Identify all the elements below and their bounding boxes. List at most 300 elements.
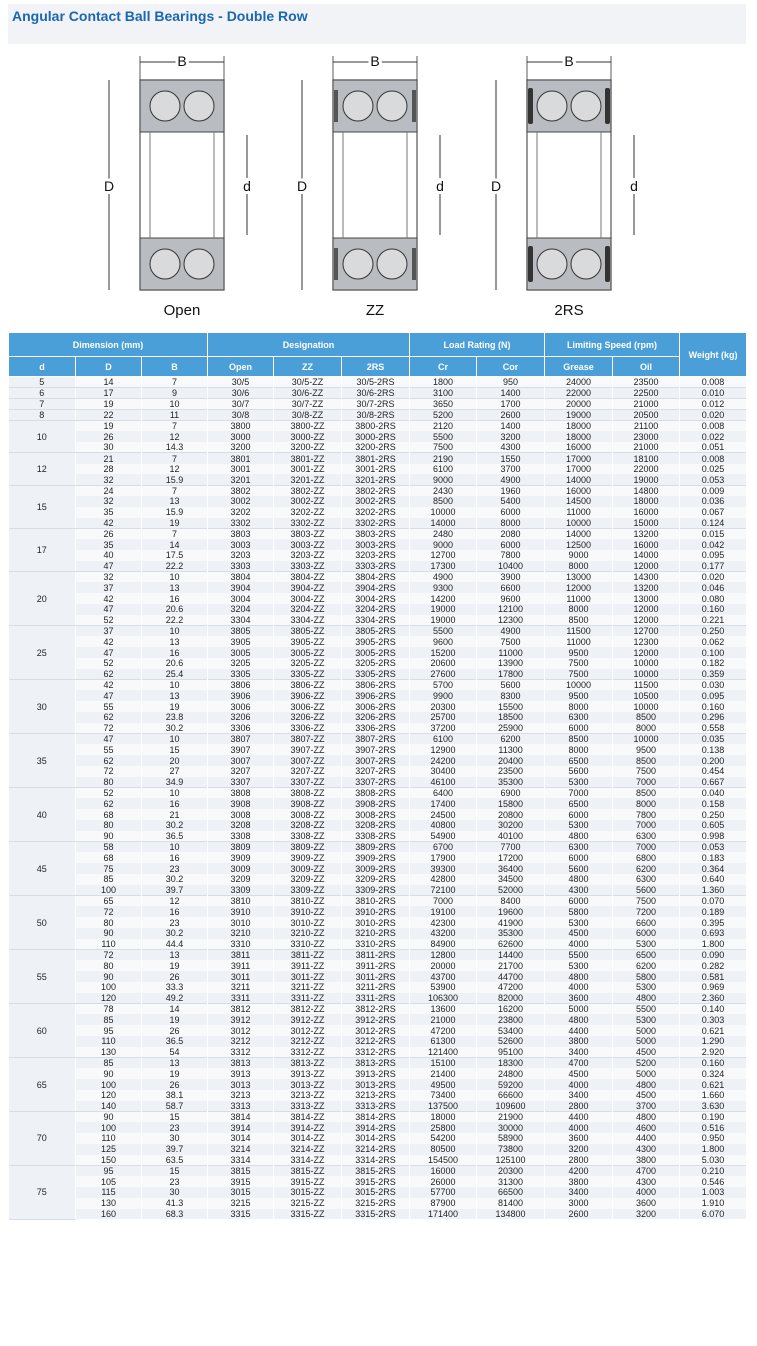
table-cell: 5300 [613,982,680,993]
table-row [9,831,747,842]
table-cell: 0.621 [680,1079,747,1090]
table-row [9,518,747,529]
bore-diameter-cell: 60 [9,1004,76,1058]
table-cell: 0.250 [680,809,747,820]
table-row [9,1025,747,1036]
table-cell: 10 [142,626,208,637]
bore-diameter-cell: 10 [9,421,76,453]
table-cell: 25700 [410,712,477,723]
table-cell: 3312-2RS [342,1047,410,1058]
table-cell: 81400 [477,1198,545,1209]
table-cell: 3001 [208,464,274,475]
table-cell: 7200 [613,906,680,917]
table-cell: 8500 [613,788,680,799]
table-cell: 30 [142,1187,208,1198]
table-cell: 0.009 [680,485,747,496]
table-cell: 35 [76,539,142,550]
table-cell: 3307-ZZ [274,777,342,788]
shield-left [334,248,338,280]
table-cell: 44700 [477,971,545,982]
table-cell: 0.189 [680,906,747,917]
table-cell: 6000 [477,507,545,518]
table-cell: 0.296 [680,712,747,723]
table-cell: 171400 [410,1209,477,1220]
table-cell: 3811 [208,950,274,961]
table-cell: 25.4 [142,669,208,680]
table-cell: 8000 [613,723,680,734]
table-cell: 7700 [477,842,545,853]
table-cell: 65 [76,896,142,907]
table-cell: 4900 [410,572,477,583]
table-cell: 3002-ZZ [274,496,342,507]
table-cell: 3007-2RS [342,755,410,766]
table-cell: 3.630 [680,1101,747,1112]
table-cell: 18000 [545,421,613,432]
table-cell: 3200-2RS [342,442,410,453]
subheader-B: B [142,357,208,377]
table-cell: 84900 [410,939,477,950]
subheader-D: D [76,357,142,377]
table-cell: 0.621 [680,1025,747,1036]
table-cell: 11500 [545,626,613,637]
table-cell: 3400 [545,1047,613,1058]
table-cell: 3008 [208,809,274,820]
table-cell: 3804-2RS [342,572,410,583]
table-cell: 6300 [545,712,613,723]
table-cell: 20000 [545,399,613,410]
table-cell: 21900 [477,1112,545,1123]
table-cell: 20 [142,755,208,766]
seal-left [528,246,533,282]
table-cell: 16200 [477,1004,545,1015]
table-cell: 53400 [477,1025,545,1036]
table-cell: 137500 [410,1101,477,1112]
table-cell: 6400 [410,788,477,799]
table-cell: 3805-2RS [342,626,410,637]
table-cell: 3305 [208,669,274,680]
table-cell: 3815-ZZ [274,1165,342,1176]
table-cell: 19 [76,421,142,432]
table-cell: 3005-2RS [342,647,410,658]
table-cell: 6200 [613,863,680,874]
table-cell: 8000 [545,561,613,572]
dimension-D-label: D [296,178,308,194]
table-cell: 3914-2RS [342,1122,410,1133]
ball [537,91,567,121]
table-cell: 85 [76,874,142,885]
table-cell: 3204-ZZ [274,604,342,615]
table-cell: 0.546 [680,1176,747,1187]
table-cell: 21000 [410,1014,477,1025]
table-cell: 3011-2RS [342,971,410,982]
table-cell: 17000 [545,453,613,464]
table-cell: 53900 [410,982,477,993]
table-cell: 0.020 [680,572,747,583]
table-cell: 0.998 [680,831,747,842]
table-cell: 52 [76,615,142,626]
table-cell: 3013-2RS [342,1079,410,1090]
table-row [9,950,747,961]
table-cell: 17000 [545,464,613,475]
table-cell: 0.158 [680,798,747,809]
table-cell: 5300 [613,939,680,950]
table-cell: 4300 [613,1176,680,1187]
dimension-d-label: d [436,178,444,194]
table-cell: 3310-2RS [342,939,410,950]
table-cell: 3806-2RS [342,680,410,691]
table-cell: 3914-ZZ [274,1122,342,1133]
table-cell: 0.036 [680,496,747,507]
table-cell: 3911 [208,960,274,971]
table-cell: 3908 [208,798,274,809]
table-cell: 1.003 [680,1187,747,1198]
table-cell: 44.4 [142,939,208,950]
table-cell: 3004-2RS [342,593,410,604]
table-cell: 47 [76,734,142,745]
table-cell: 3000-2RS [342,431,410,442]
table-row [9,377,747,388]
bore-diameter-cell: 70 [9,1112,76,1166]
table-cell: 1550 [477,453,545,464]
table-cell: 17400 [410,798,477,809]
table-cell: 6000 [545,809,613,820]
table-cell: 10 [142,842,208,853]
table-cell: 20000 [410,960,477,971]
seal-left [528,88,533,124]
table-cell: 0.605 [680,820,747,831]
table-cell: 14000 [545,474,613,485]
table-cell: 3315-ZZ [274,1209,342,1220]
table-cell: 5400 [477,496,545,507]
dimension-d-label: d [243,178,251,194]
table-cell: 5000 [613,1036,680,1047]
table-cell: 0.138 [680,744,747,755]
ball [571,249,601,279]
table-cell: 7000 [613,820,680,831]
table-cell: 3205-ZZ [274,658,342,669]
table-cell: 15200 [410,647,477,658]
table-cell: 2080 [477,528,545,539]
table-cell: 21100 [613,421,680,432]
table-cell: 6100 [410,464,477,475]
shield-right [412,90,416,122]
table-cell: 8300 [477,690,545,701]
table-row [9,982,747,993]
table-cell: 12100 [477,604,545,615]
table-cell: 3308-2RS [342,831,410,842]
table-cell: 3208-ZZ [274,820,342,831]
table-cell: 3215 [208,1198,274,1209]
table-cell: 0.250 [680,626,747,637]
table-row [9,777,747,788]
shield-left [334,90,338,122]
table-cell: 3207-ZZ [274,766,342,777]
table-cell: 22.2 [142,615,208,626]
table-cell: 9300 [410,582,477,593]
table-cell: 20400 [477,755,545,766]
table-cell: 3803-ZZ [274,528,342,539]
table-cell: 3801-2RS [342,453,410,464]
table-cell: 3212-ZZ [274,1036,342,1047]
table-cell: 10400 [477,561,545,572]
table-cell: 15100 [410,1058,477,1069]
table-cell: 3900 [477,572,545,583]
table-cell: 3807-ZZ [274,734,342,745]
shield-right [412,248,416,280]
table-cell: 18500 [477,712,545,723]
table-cell: 40 [76,550,142,561]
table-cell: 4300 [477,442,545,453]
table-cell: 3314-2RS [342,1155,410,1166]
table-cell: 9900 [410,690,477,701]
bore-diameter-cell: 12 [9,453,76,485]
table-cell: 3810 [208,896,274,907]
table-cell: 26000 [410,1176,477,1187]
table-cell: 82000 [477,993,545,1004]
table-cell: 15.9 [142,507,208,518]
table-cell: 3913 [208,1068,274,1079]
table-row [9,453,747,464]
table-cell: 8000 [545,744,613,755]
table-cell: 12700 [410,550,477,561]
table-cell: 17900 [410,852,477,863]
bore-diameter-cell: 40 [9,788,76,842]
table-cell: 39300 [410,863,477,874]
table-cell: 21000 [613,399,680,410]
table-cell: 4000 [545,939,613,950]
table-cell: 0.454 [680,766,747,777]
table-cell: 6500 [613,950,680,961]
table-cell: 3911-ZZ [274,960,342,971]
table-cell: 1.800 [680,939,747,950]
table-cell: 3213-ZZ [274,1090,342,1101]
table-cell: 23 [142,917,208,928]
table-cell: 0.516 [680,1122,747,1133]
table-cell: 3205-2RS [342,658,410,669]
subheader-open: Open [208,357,274,377]
table-cell: 16 [142,852,208,863]
table-row [9,507,747,518]
table-cell: 3203-ZZ [274,550,342,561]
table-cell: 0.160 [680,701,747,712]
table-cell: 3310-ZZ [274,939,342,950]
table-cell: 106300 [410,993,477,1004]
table-cell: 6600 [613,917,680,928]
table-cell: 8500 [545,615,613,626]
table-cell: 33.3 [142,982,208,993]
table-cell: 15000 [613,518,680,529]
table-cell: 0.046 [680,582,747,593]
table-cell: 2430 [410,485,477,496]
table-cell: 39.7 [142,1144,208,1155]
table-cell: 3000 [208,431,274,442]
table-cell: 3304 [208,615,274,626]
table-cell: 3006-2RS [342,701,410,712]
table-cell: 5600 [613,885,680,896]
table-cell: 3315-2RS [342,1209,410,1220]
table-cell: 8400 [477,896,545,907]
table-cell: 24500 [410,809,477,820]
table-cell: 11500 [613,680,680,691]
table-row [9,626,747,637]
table-cell: 34500 [477,874,545,885]
table-row [9,1165,747,1176]
table-cell: 3211-2RS [342,982,410,993]
table-cell: 90 [76,1112,142,1123]
table-cell: 3311-2RS [342,993,410,1004]
table-cell: 15 [142,744,208,755]
table-cell: 6000 [545,896,613,907]
table-cell: 14800 [613,485,680,496]
table-cell: 0.008 [680,453,747,464]
table-cell: 5600 [545,863,613,874]
table-cell: 4800 [545,1014,613,1025]
table-cell: 30000 [477,1122,545,1133]
table-cell: 61300 [410,1036,477,1047]
table-cell: 63.5 [142,1155,208,1166]
table-cell: 5300 [545,960,613,971]
table-row [9,885,747,896]
table-cell: 23.8 [142,712,208,723]
table-cell: 7800 [477,550,545,561]
table-cell: 3600 [613,1198,680,1209]
table-cell: 6000 [545,723,613,734]
table-cell: 12700 [613,626,680,637]
table-cell: 3800 [613,1155,680,1166]
subheader-cor: Cor [477,357,545,377]
table-cell: 22000 [613,464,680,475]
table-cell: 0.140 [680,1004,747,1015]
table-cell: 3915-2RS [342,1176,410,1187]
table-cell: 3309 [208,885,274,896]
table-cell: 7500 [613,896,680,907]
table-cell: 3814-2RS [342,1112,410,1123]
table-cell: 3810-ZZ [274,896,342,907]
table-row [9,442,747,453]
table-cell: 4900 [477,474,545,485]
table-cell: 30.2 [142,928,208,939]
table-cell: 47200 [410,1025,477,1036]
table-cell: 3912 [208,1014,274,1025]
table-cell: 0.667 [680,777,747,788]
table-cell: 3810-2RS [342,896,410,907]
table-row [9,1036,747,1047]
table-cell: 11000 [545,593,613,604]
table-cell: 3210 [208,928,274,939]
table-cell: 19 [142,701,208,712]
table-cell: 7 [142,528,208,539]
table-cell: 3201-2RS [342,474,410,485]
table-cell: 12300 [613,636,680,647]
bore-diameter-cell: 7 [9,399,76,410]
table-cell: 3811-2RS [342,950,410,961]
table-cell: 3006-ZZ [274,701,342,712]
table-row [9,1144,747,1155]
table-cell: 3003 [208,539,274,550]
ball [537,249,567,279]
table-cell: 0.080 [680,593,747,604]
table-cell: 0.040 [680,788,747,799]
table-cell: 12 [142,431,208,442]
ball [343,91,373,121]
table-cell: 17.5 [142,550,208,561]
table-cell: 25800 [410,1122,477,1133]
table-cell: 0.067 [680,507,747,518]
table-row [9,1004,747,1015]
table-row [9,1155,747,1166]
table-cell: 3910-ZZ [274,906,342,917]
table-cell: 2480 [410,528,477,539]
table-row [9,896,747,907]
table-cell: 78 [76,1004,142,1015]
table-cell: 3813 [208,1058,274,1069]
table-cell: 3400 [545,1090,613,1101]
table-cell: 12800 [410,950,477,961]
table-cell: 0.030 [680,680,747,691]
bore-diameter-cell: 20 [9,572,76,626]
table-cell: 14000 [545,528,613,539]
table-cell: 3813-2RS [342,1058,410,1069]
table-cell: 12 [142,464,208,475]
table-cell: 3909-ZZ [274,852,342,863]
table-cell: 0.395 [680,917,747,928]
table-cell: 3315 [208,1209,274,1220]
table-cell: 72100 [410,885,477,896]
table-cell: 21 [142,809,208,820]
table-cell: 121400 [410,1047,477,1058]
table-cell: 11000 [545,636,613,647]
table-cell: 2800 [545,1155,613,1166]
table-row [9,421,747,432]
table-cell: 12000 [613,647,680,658]
subheader-d: d [9,357,76,377]
table-cell: 30/7-2RS [342,399,410,410]
table-cell: 160 [76,1209,142,1220]
table-cell: 110 [76,1133,142,1144]
table-cell: 15800 [477,798,545,809]
table-cell: 3213 [208,1090,274,1101]
table-cell: 2.920 [680,1047,747,1058]
table-cell: 66600 [477,1090,545,1101]
table-cell: 22000 [545,388,613,399]
table-cell: 14500 [545,496,613,507]
table-cell: 30/8-2RS [342,410,410,421]
table-cell: 54 [142,1047,208,1058]
table-cell: 6300 [613,831,680,842]
table-cell: 12900 [410,744,477,755]
table-cell: 5700 [410,680,477,691]
table-cell: 3203-2RS [342,550,410,561]
table-cell: 3204 [208,604,274,615]
table-cell: 5300 [545,777,613,788]
table-cell: 4500 [613,1047,680,1058]
table-cell: 27600 [410,669,477,680]
table-cell: 20600 [410,658,477,669]
table-cell: 3700 [613,1101,680,1112]
table-row [9,939,747,950]
table-row [9,766,747,777]
table-cell: 105 [76,1176,142,1187]
table-cell: 7000 [613,842,680,853]
table-cell: 0.210 [680,1165,747,1176]
table-cell: 75 [76,863,142,874]
dimension-D-label: D [103,178,115,194]
table-row [9,712,747,723]
table-cell: 58 [76,842,142,853]
table-cell: 3812-2RS [342,1004,410,1015]
table-cell: 8500 [613,712,680,723]
table-cell: 12000 [613,561,680,572]
